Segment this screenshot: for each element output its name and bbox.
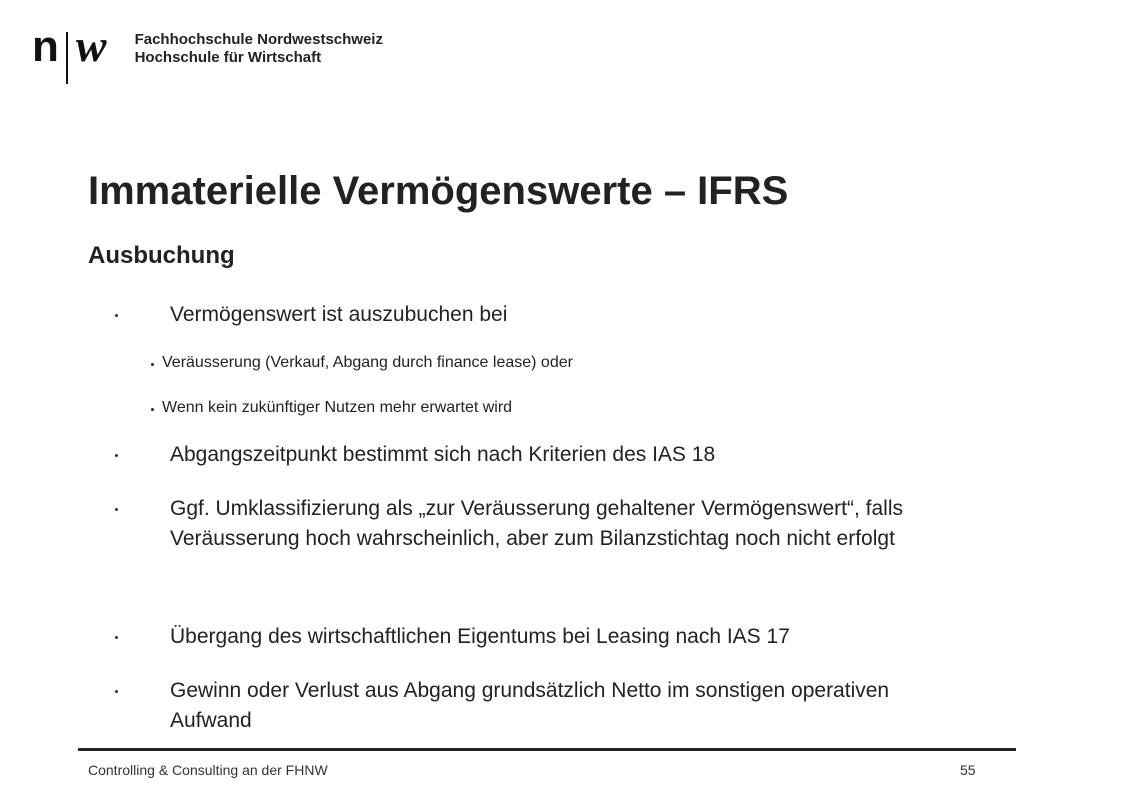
logo-letter-w: w [75,20,107,71]
bullet-item [170,300,1000,330]
logo-divider [66,32,68,84]
bullet-dot [115,508,118,511]
bullet-item [170,494,980,554]
logo-mark [32,20,107,84]
bullet-text: Abgangszeitpunkt bestimmt sich nach Kriterien des IAS 18 [170,443,716,466]
logo-line-2: Hochschule für Wirtschaft [134,49,322,66]
bullet-dot [115,314,118,317]
page-number: 55 [960,762,976,778]
bullet-item [170,440,1000,470]
bullet-item [170,676,970,736]
bullet-text: Wenn kein zukünftiger Nutzen mehr erwartet wird [162,399,513,416]
bullet-dot [115,454,118,457]
bullet-dot [115,636,118,639]
logo-text [135,31,383,67]
bullet-text: Gewinn oder Verlust aus Abgang grundsätzlich Netto im sonstigen operativen Aufwand [170,679,890,732]
bullet-dot [115,690,118,693]
fhnw-logo [32,20,383,84]
bullet-text: Übergang des wirtschaftlichen Eigentums bei Leasing nach IAS 17 [170,625,790,648]
logo-letter-n: n [32,22,58,71]
footer-divider [78,748,1016,751]
bullet-text: Ggf. Umklassifizierung als „zur Veräusserung gehaltener Vermögenswert“, falls Veräusserung hoch wahrscheinlich, aber zum Bilanzstichtag noch nicht erfolgt [170,497,903,550]
sub-bullet-item [162,397,962,419]
bullet-text: Veräusserung (Verkauf, Abgang durch finance lease) oder [162,354,573,371]
slide-title: Immaterielle Vermögenswerte – IFRS [88,169,789,213]
logo-line-1: Fachhochschule Nordwestschweiz [134,31,383,48]
slide-subtitle: Ausbuchung [88,242,235,269]
bullet-item [170,622,1000,652]
footer-text: Controlling & Consulting an der FHNW [88,762,328,778]
bullet-dot [151,363,154,366]
sub-bullet-item [162,352,962,374]
bullet-dot [151,408,154,411]
bullet-text: Vermögenswert ist auszubuchen bei [170,303,508,326]
